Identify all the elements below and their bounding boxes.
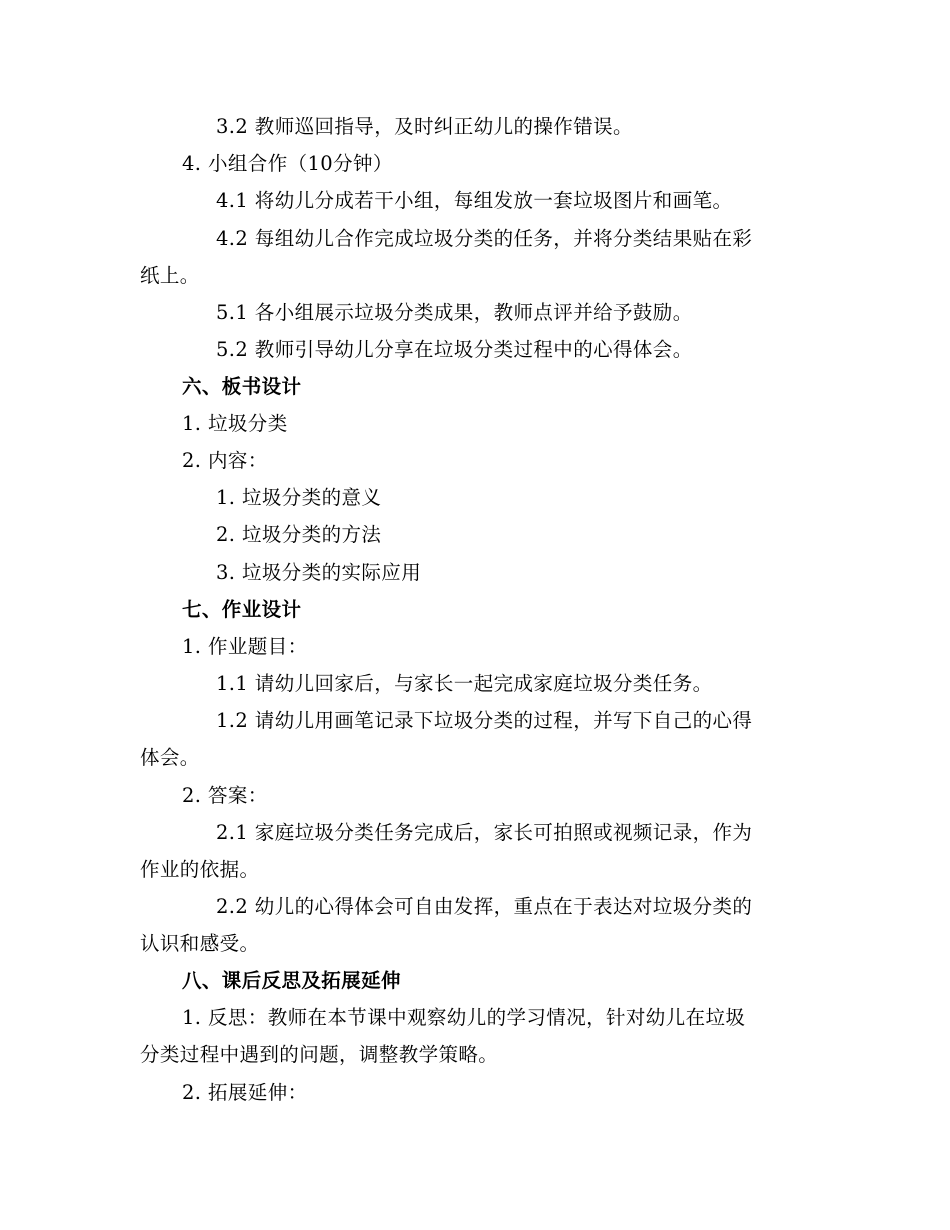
list-item: 2. 内容： — [182, 449, 268, 472]
sub-list-item: 3. 垃圾分类的实际应用 — [216, 561, 422, 584]
paragraph-line-continued: 作业的依据。 — [140, 858, 260, 881]
paragraph-line: 5.2 教师引导幼儿分享在垃圾分类过程中的心得体会。 — [216, 338, 693, 361]
paragraph-line-continued: 认识和感受。 — [140, 932, 260, 955]
list-item: 1. 反思：教师在本节课中观察幼儿的学习情况，针对幼儿在垃圾 — [182, 1006, 746, 1029]
paragraph-line: 1.1 请幼儿回家后，与家长一起完成家庭垃圾分类任务。 — [216, 672, 713, 695]
paragraph-line: 5.1 各小组展示垃圾分类成果，教师点评并给予鼓励。 — [216, 301, 693, 324]
paragraph-line: 2.1 家庭垃圾分类任务完成后，家长可拍照或视频记录，作为 — [216, 821, 753, 844]
list-item: 1. 作业题目： — [182, 635, 308, 658]
paragraph-line: 2.2 幼儿的心得体会可自由发挥，重点在于表达对垃圾分类的 — [216, 895, 753, 918]
list-item: 2. 拓展延伸： — [182, 1081, 308, 1104]
list-item: 4. 小组合作（10分钟） — [182, 152, 393, 175]
section-heading: 七、作业设计 — [182, 598, 302, 621]
section-heading: 六、板书设计 — [182, 375, 302, 398]
list-item: 2. 答案： — [182, 784, 268, 807]
sub-list-item: 1. 垃圾分类的意义 — [216, 486, 382, 509]
sub-list-item: 2. 垃圾分类的方法 — [216, 523, 382, 546]
paragraph-line: 3.2 教师巡回指导，及时纠正幼儿的操作错误。 — [216, 115, 633, 138]
paragraph-line-continued: 分类过程中遇到的问题，调整教学策略。 — [140, 1043, 499, 1066]
paragraph-line: 4.1 将幼儿分成若干小组，每组发放一套垃圾图片和画笔。 — [216, 189, 733, 212]
paragraph-line-continued: 纸上。 — [140, 264, 200, 287]
list-item: 1. 垃圾分类 — [182, 412, 288, 435]
section-heading: 八、课后反思及拓展延伸 — [182, 969, 401, 992]
paragraph-line-continued: 体会。 — [140, 746, 200, 769]
paragraph-line: 4.2 每组幼儿合作完成垃圾分类的任务，并将分类结果贴在彩 — [216, 227, 753, 250]
paragraph-line: 1.2 请幼儿用画笔记录下垃圾分类的过程，并写下自己的心得 — [216, 709, 753, 732]
